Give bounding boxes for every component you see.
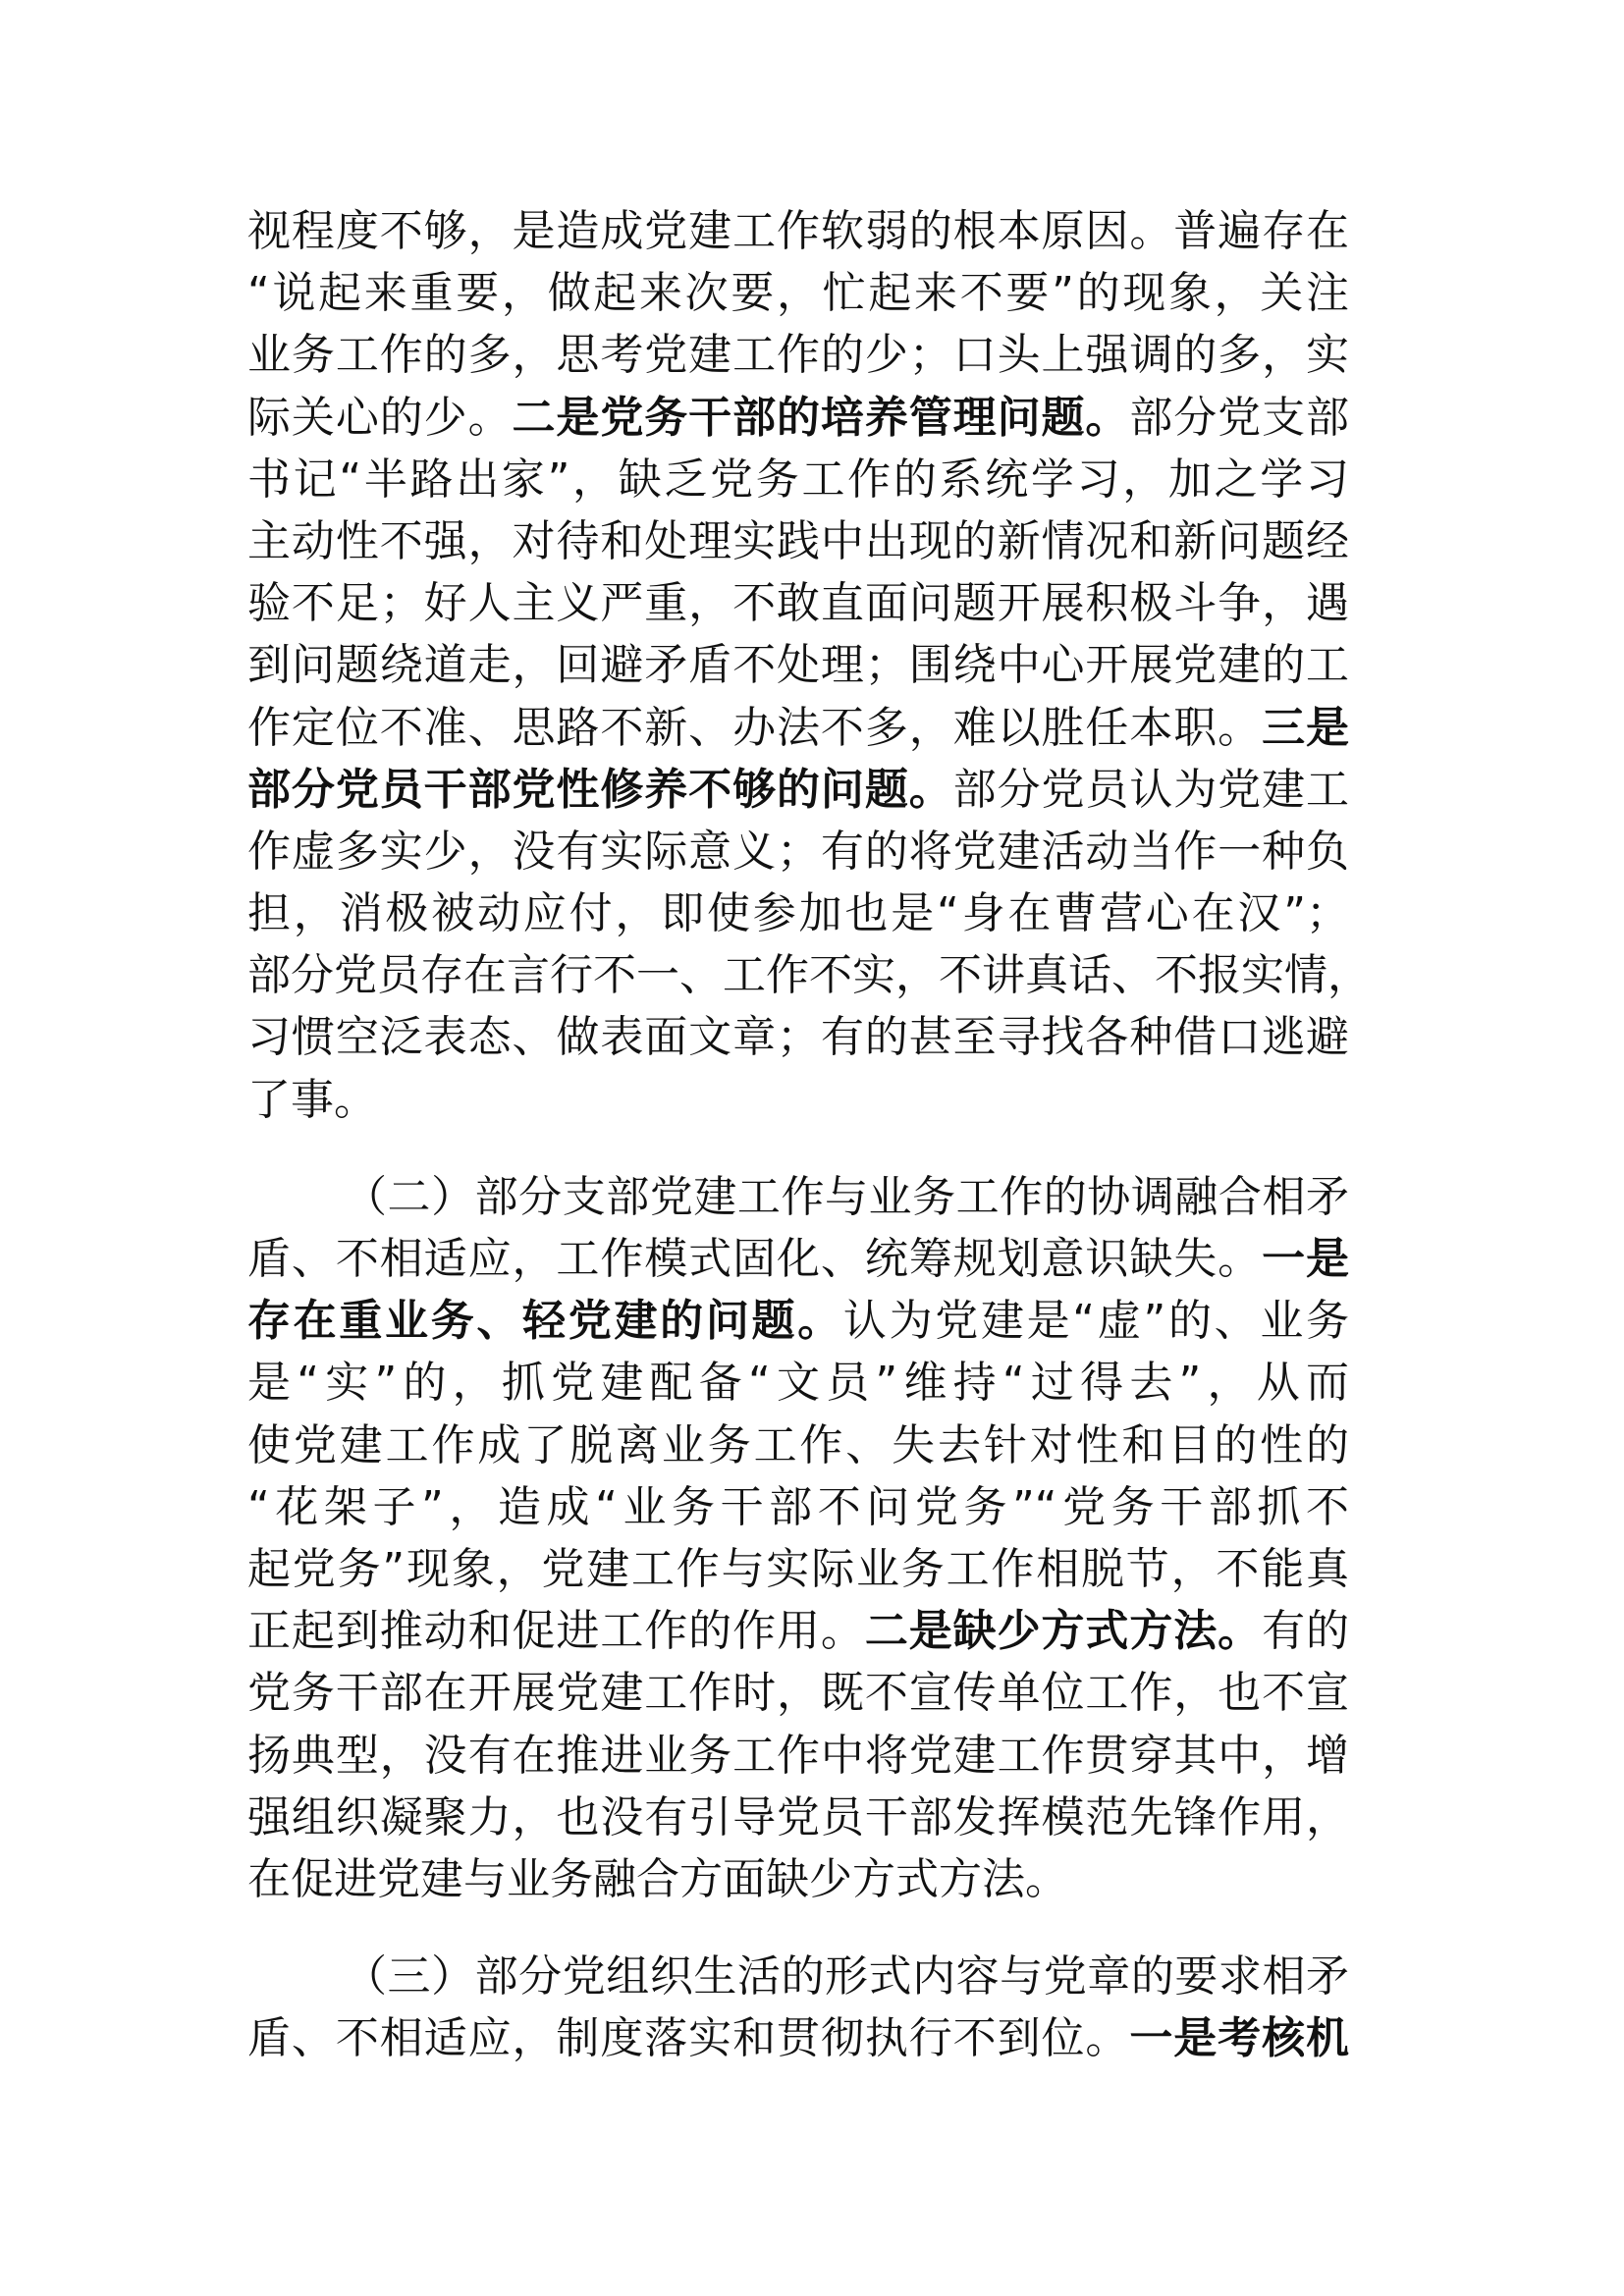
bold-text: 一是 bbox=[1262, 1234, 1350, 1284]
text-line bbox=[247, 759, 1349, 821]
text: 认为党建是“虚”的、业务 bbox=[842, 1296, 1349, 1347]
text-line bbox=[247, 1848, 1349, 1910]
bold-text: 存在重业务、轻党建的问题。 bbox=[247, 1296, 843, 1347]
document-body bbox=[247, 200, 1371, 2105]
text: 强组织凝聚力，也没有引导党员干部发挥模范先锋作用， bbox=[247, 1791, 1349, 1842]
text: 部分党员存在言行不一、工作不实，不讲真话、不报实情， bbox=[247, 950, 1371, 1001]
text: 视程度不够，是造成党建工作软弱的根本原因。普遍存在 bbox=[247, 206, 1349, 256]
text-line bbox=[247, 1166, 1349, 1228]
text-line bbox=[247, 882, 1349, 944]
text-line bbox=[247, 200, 1349, 262]
text-line bbox=[247, 1725, 1349, 1787]
bold-text: 二是党务干部的培养管理问题。 bbox=[512, 392, 1130, 443]
text-line bbox=[247, 634, 1349, 696]
text-line bbox=[247, 572, 1349, 634]
text: 盾、不相适应，制度落实和贯彻执行不到位。 bbox=[247, 2013, 1130, 2064]
bold-text: 部分党员干部党性修养不够的问题。 bbox=[247, 764, 953, 815]
text-line bbox=[247, 821, 1349, 882]
text: 在促进党建与业务融合方面缺少方式方法。 bbox=[247, 1853, 1068, 1904]
text: 是“实”的，抓党建配备“文员”维持“过得去”，从而 bbox=[247, 1358, 1349, 1409]
text: 了事。 bbox=[247, 1074, 377, 1125]
text: 业务工作的多，思考党建工作的少；口头上强调的多，实 bbox=[247, 330, 1349, 381]
paragraph bbox=[247, 1946, 1349, 2069]
text: 扬典型，没有在推进业务工作中将党建工作贯穿其中，增 bbox=[247, 1730, 1349, 1781]
paragraph bbox=[247, 200, 1371, 1131]
text-line bbox=[247, 324, 1349, 386]
text: 习惯空泛表态、做表面文章；有的甚至寻找各种借口逃避 bbox=[247, 1012, 1349, 1063]
text: 主动性不强，对待和处理实践中出现的新情况和新问题经 bbox=[247, 515, 1349, 566]
paragraph bbox=[247, 1166, 1349, 1910]
text-line bbox=[247, 1662, 1349, 1724]
text-line bbox=[247, 510, 1349, 572]
text-line bbox=[247, 1352, 1349, 1414]
text: 盾、不相适应，工作模式固化、统筹规划意识缺失。 bbox=[247, 1234, 1263, 1284]
text: 部分党员认为党建工 bbox=[952, 764, 1350, 815]
text: “说起来重要，做起来次要，忙起来不要”的现象，关注 bbox=[247, 268, 1349, 319]
text: 到问题绕道走，回避矛盾不处理；围绕中心开展党建的工 bbox=[247, 640, 1349, 691]
text-line bbox=[247, 1476, 1349, 1538]
text: 党务干部在开展党建工作时，既不宣传单位工作，也不宣 bbox=[247, 1668, 1349, 1719]
text-line bbox=[247, 697, 1349, 759]
text: 作虚多实少，没有实际意义；有的将党建活动当作一种负 bbox=[247, 826, 1349, 877]
text: 作定位不准、思路不新、办法不多，难以胜任本职。 bbox=[247, 702, 1263, 753]
text: 验不足；好人主义严重，不敢直面问题开展积极斗争，遇 bbox=[247, 578, 1349, 629]
text-line bbox=[247, 262, 1349, 324]
text: 际关心的少。 bbox=[247, 392, 513, 443]
text-line bbox=[247, 1538, 1349, 1600]
text-line bbox=[247, 1228, 1349, 1290]
text: 起党务”现象，党建工作与实际业务工作相脱节，不能真 bbox=[247, 1543, 1349, 1594]
text-line bbox=[247, 2007, 1349, 2069]
text: 有的 bbox=[1262, 1606, 1350, 1657]
text-line bbox=[247, 449, 1349, 510]
text-line bbox=[247, 1415, 1349, 1476]
text-line bbox=[247, 1290, 1349, 1352]
text-line bbox=[247, 1069, 1349, 1131]
text: 使党建工作成了脱离业务工作、失去针对性和目的性的 bbox=[247, 1419, 1349, 1470]
text: 部分党支部 bbox=[1129, 392, 1350, 443]
text: “花架子”，造成“业务干部不问党务”“党务干部抓不 bbox=[247, 1481, 1349, 1532]
bold-text: 二是缺少方式方法。 bbox=[864, 1606, 1263, 1657]
text: （三）部分党组织生活的形式内容与党章的要求相矛 bbox=[344, 1951, 1349, 2002]
text: 书记“半路出家”，缺乏党务工作的系统学习，加之学习 bbox=[247, 454, 1349, 505]
text-line bbox=[247, 1946, 1349, 2007]
bold-text: 一是考核机 bbox=[1129, 2013, 1350, 2064]
text: （二）部分支部党建工作与业务工作的协调融合相矛 bbox=[344, 1171, 1349, 1222]
text: 正起到推动和促进工作的作用。 bbox=[247, 1606, 865, 1657]
text-line bbox=[247, 1006, 1349, 1068]
text-line bbox=[247, 1600, 1349, 1662]
text-line bbox=[247, 944, 1371, 1006]
text-line bbox=[247, 387, 1349, 449]
text-line bbox=[247, 1787, 1349, 1848]
text: 担，消极被动应付，即使参加也是“身在曹营心在汉”； bbox=[247, 888, 1349, 939]
bold-text: 三是 bbox=[1262, 702, 1350, 753]
